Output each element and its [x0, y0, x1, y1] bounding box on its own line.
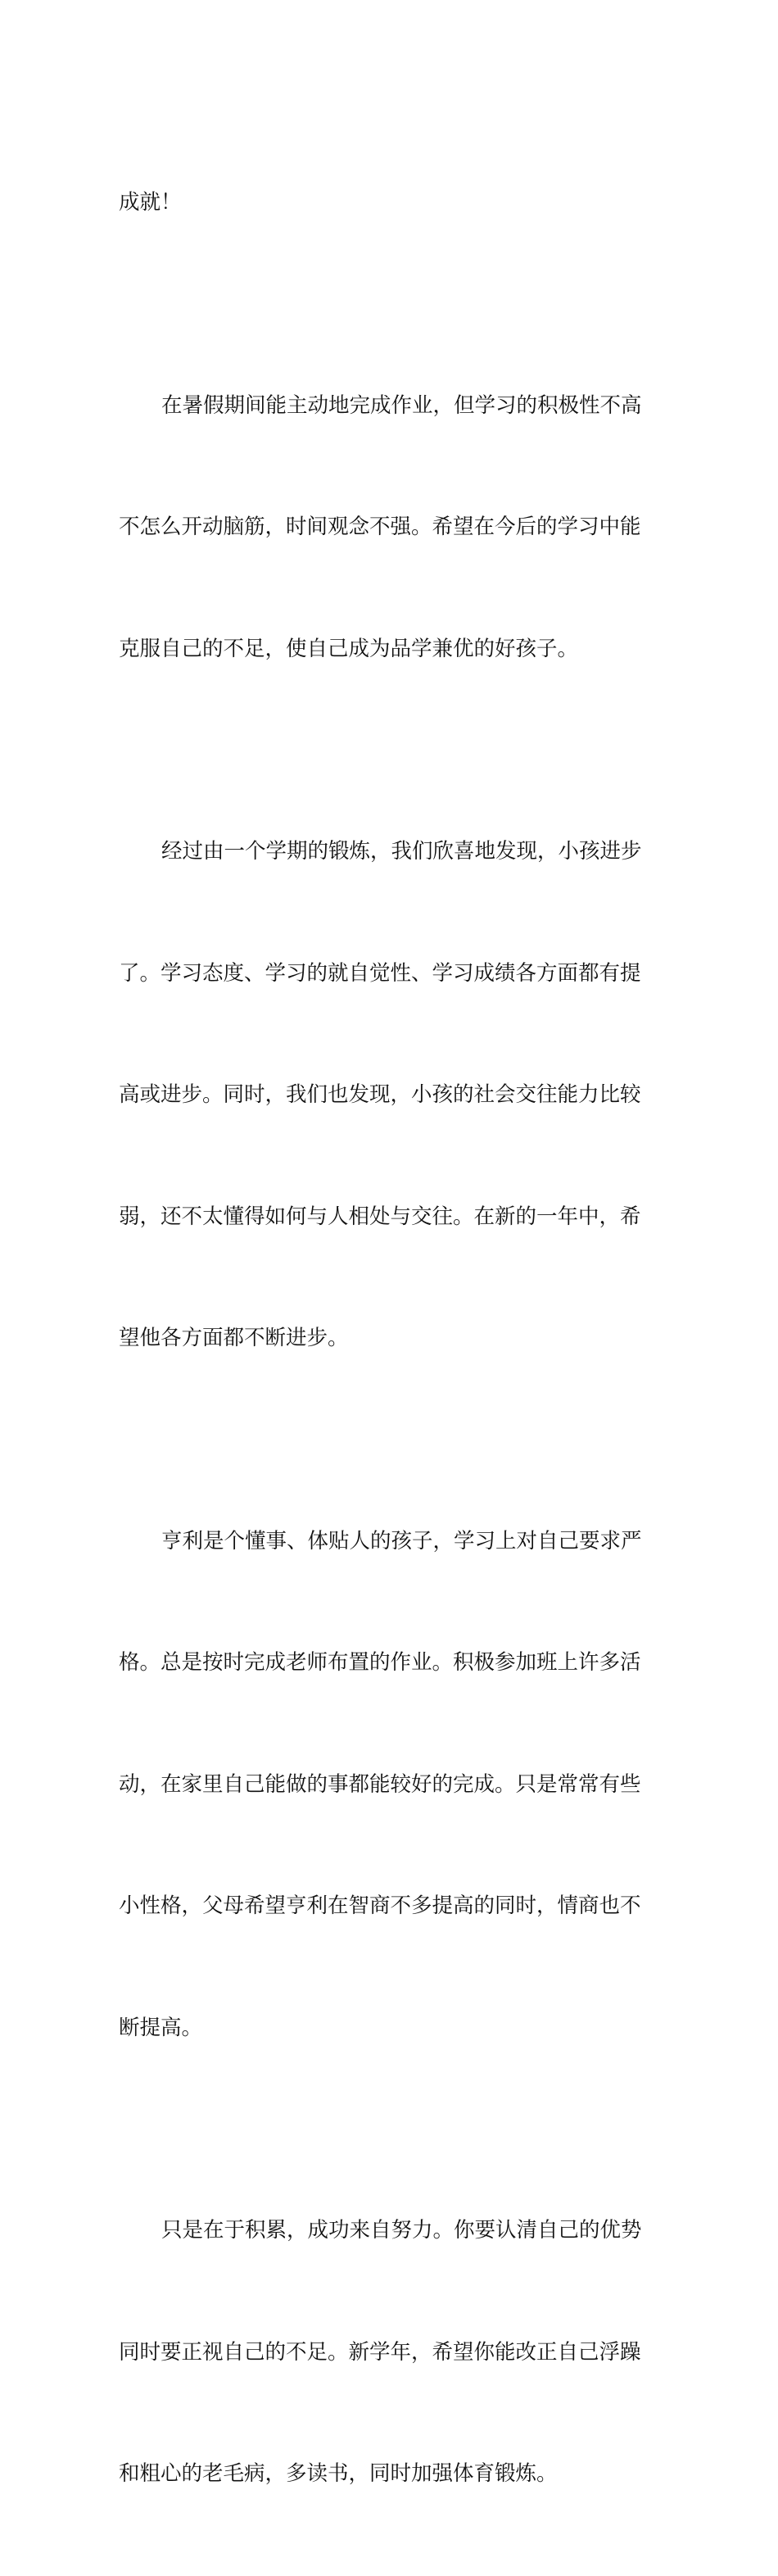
text-line: 成就！ [119, 190, 182, 215]
paragraph-3 [119, 751, 661, 1440]
text-line: 格。总是按时完成老师布置的作业。积极参加班上许多活 [119, 1650, 641, 1675]
paragraph-4 [119, 1440, 661, 2130]
paragraph-5 [119, 2129, 661, 2576]
text-line: 断提高。 [119, 2015, 203, 2040]
text-line: 高或进步。同时，我们也发现，小孩的社会交往能力比较 [119, 1082, 641, 1107]
text-line: 望他各方面都不断进步。 [119, 1326, 349, 1350]
text-line: 亨利是个懂事、体贴人的孩子，学习上对自己要求严 [161, 1528, 642, 1553]
text-line: 弱，还不太懂得如何与人相处与交往。在新的一年中，希 [119, 1204, 641, 1229]
text-line: 了。学习态度、学习的就自觉性、学习成绩各方面都有提 [119, 960, 641, 986]
document-body [119, 102, 661, 2576]
text-line: 克服自己的不足，使自己成为品学兼优的好孩子。 [119, 636, 579, 661]
text-line: 小性格，父母希望亨利在智商不多提高的同时，情商也不 [119, 1893, 641, 1918]
paragraph-2 [119, 305, 661, 751]
text-line: 只是在于积累，成功来自努力。你要认清自己的优势 [161, 2218, 642, 2243]
text-line: 和粗心的老毛病，多读书，同时加强体育锻炼。 [119, 2461, 558, 2486]
text-line: 经过由一个学期的锻炼，我们欣喜地发现，小孩进步 [161, 839, 642, 864]
text-line: 动，在家里自己能做的事都能较好的完成。只是常常有些 [119, 1771, 641, 1797]
paragraph-1 [119, 102, 661, 305]
text-line: 同时要正视自己的不足。新学年，希望你能改正自己浮躁 [119, 2339, 641, 2365]
text-line: 不怎么开动脑筋，时间观念不强。希望在今后的学习中能 [119, 515, 641, 539]
text-line: 在暑假期间能主动地完成作业，但学习的积极性不高 [161, 392, 642, 418]
